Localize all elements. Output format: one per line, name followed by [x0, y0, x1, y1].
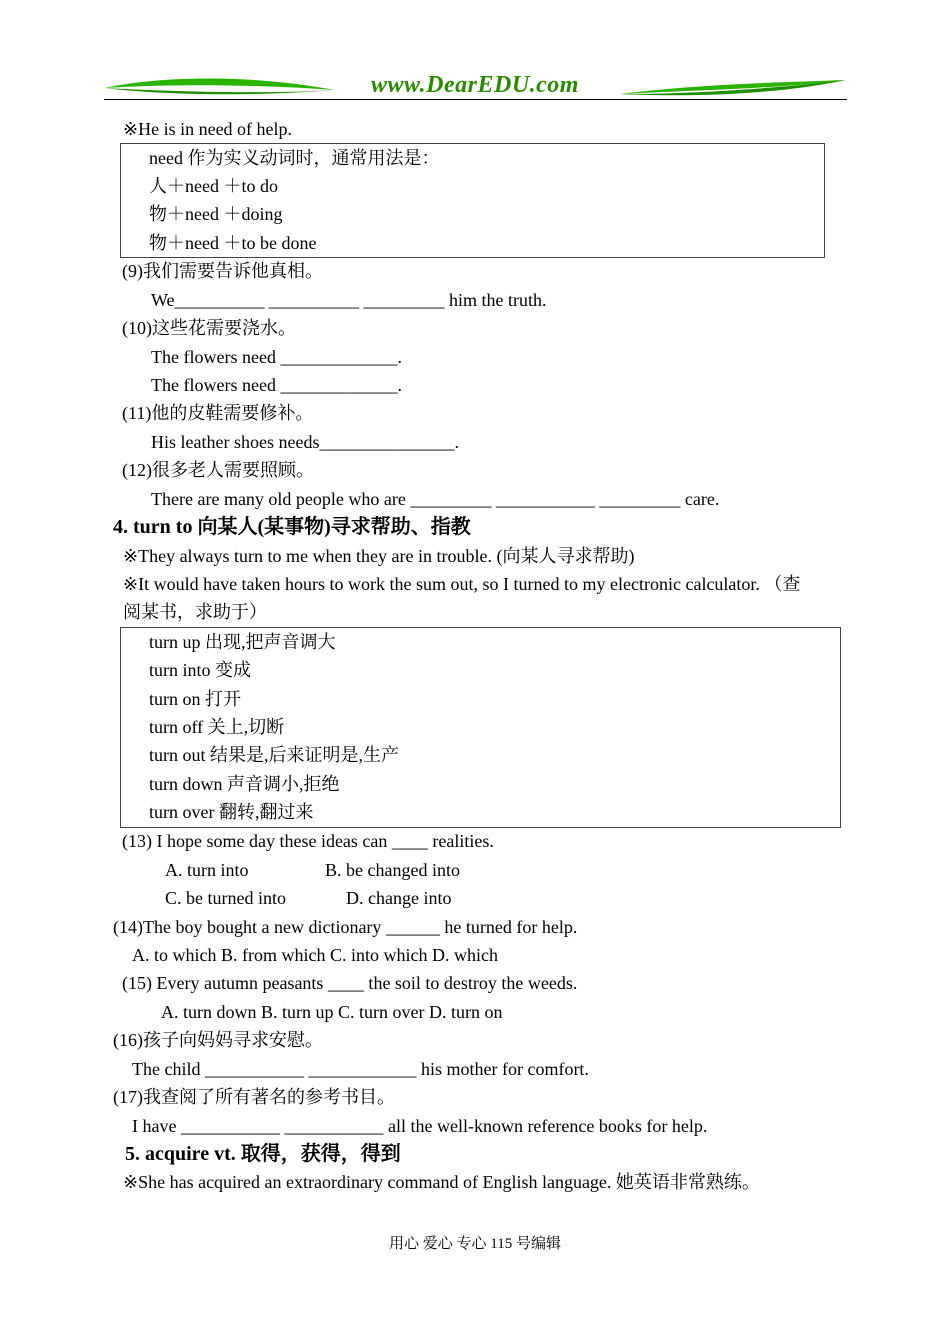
text-line: ※He is in need of help.: [123, 119, 293, 139]
text-line: need 作为实义动词时，通常用法是：: [149, 148, 440, 168]
text-line: (17)我查阅了所有著名的参考书目。: [113, 1087, 395, 1107]
text-line: The flowers need _____________.: [151, 375, 402, 395]
text-line: (13) I hope some day these ideas can ____ realities.: [122, 831, 494, 851]
text-line: turn off 关上,切断: [149, 717, 285, 737]
text-line: I have ___________ ___________ all the well-known reference books for help.: [132, 1116, 708, 1136]
text-line: (12)很多老人需要照顾。: [122, 460, 314, 480]
text-line: There are many old people who are _________ ___________ _________ care.: [151, 489, 720, 509]
text-line: D. change into: [346, 888, 452, 908]
text-line: 人＋need ＋to do: [149, 176, 278, 196]
text-line: turn into 变成: [149, 660, 251, 680]
text-line: (11)他的皮鞋需要修补。: [122, 403, 314, 423]
text-line: A. turn into: [165, 860, 249, 880]
page-footer: 用心 爱心 专心 115 号编辑: [389, 1236, 561, 1252]
text-line: His leather shoes needs_______________.: [151, 432, 459, 452]
text-line: The flowers need _____________.: [151, 347, 402, 367]
text-line: 阅某书，求助于）: [123, 602, 267, 622]
text-line: (10)这些花需要浇水。: [122, 318, 296, 338]
text-line: C. be turned into: [165, 888, 286, 908]
section-heading: 5. acquire vt. 取得，获得，得到: [125, 1143, 401, 1165]
text-line: 物＋need ＋doing: [149, 204, 283, 224]
text-line: (9)我们需要告诉他真相。: [122, 261, 323, 281]
text-line: 物＋need ＋to be done: [149, 233, 317, 253]
text-line: turn over 翻转,翻过来: [149, 802, 314, 822]
text-line: (15) Every autumn peasants ____ the soil to destroy the weeds.: [122, 973, 578, 993]
text-line: B. be changed into: [325, 860, 460, 880]
text-line: ※She has acquired an extraordinary command of English language. 她英语非常熟练。: [123, 1172, 760, 1192]
text-line: (14)The boy bought a new dictionary ______ he turned for help.: [113, 917, 578, 937]
text-line: turn down 声音调小,拒绝: [149, 774, 340, 794]
text-line: turn up 出现,把声音调大: [149, 632, 336, 652]
text-line: turn out 结果是,后来证明是,生产: [149, 745, 399, 765]
text-line: The child ___________ ____________ his mother for comfort.: [132, 1059, 589, 1079]
text-line: ※It would have taken hours to work the sum out, so I turned to my electronic calculator. （查: [123, 574, 801, 594]
text-line: A. to which B. from which C. into which D. which: [132, 945, 498, 965]
text-line: ※They always turn to me when they are in trouble. (向某人寻求帮助): [123, 546, 635, 566]
text-line: (16)孩子向妈妈寻求安慰。: [113, 1030, 323, 1050]
site-logo-text: www.DearEDU.com: [371, 72, 579, 98]
text-line: A. turn down B. turn up C. turn over D. turn on: [161, 1002, 503, 1022]
header-divider: [104, 99, 847, 100]
text-line: turn on 打开: [149, 689, 241, 709]
section-heading: 4. turn to 向某人(某事物)寻求帮助、指教: [113, 516, 471, 538]
text-line: We__________ __________ _________ him the truth.: [151, 290, 547, 310]
